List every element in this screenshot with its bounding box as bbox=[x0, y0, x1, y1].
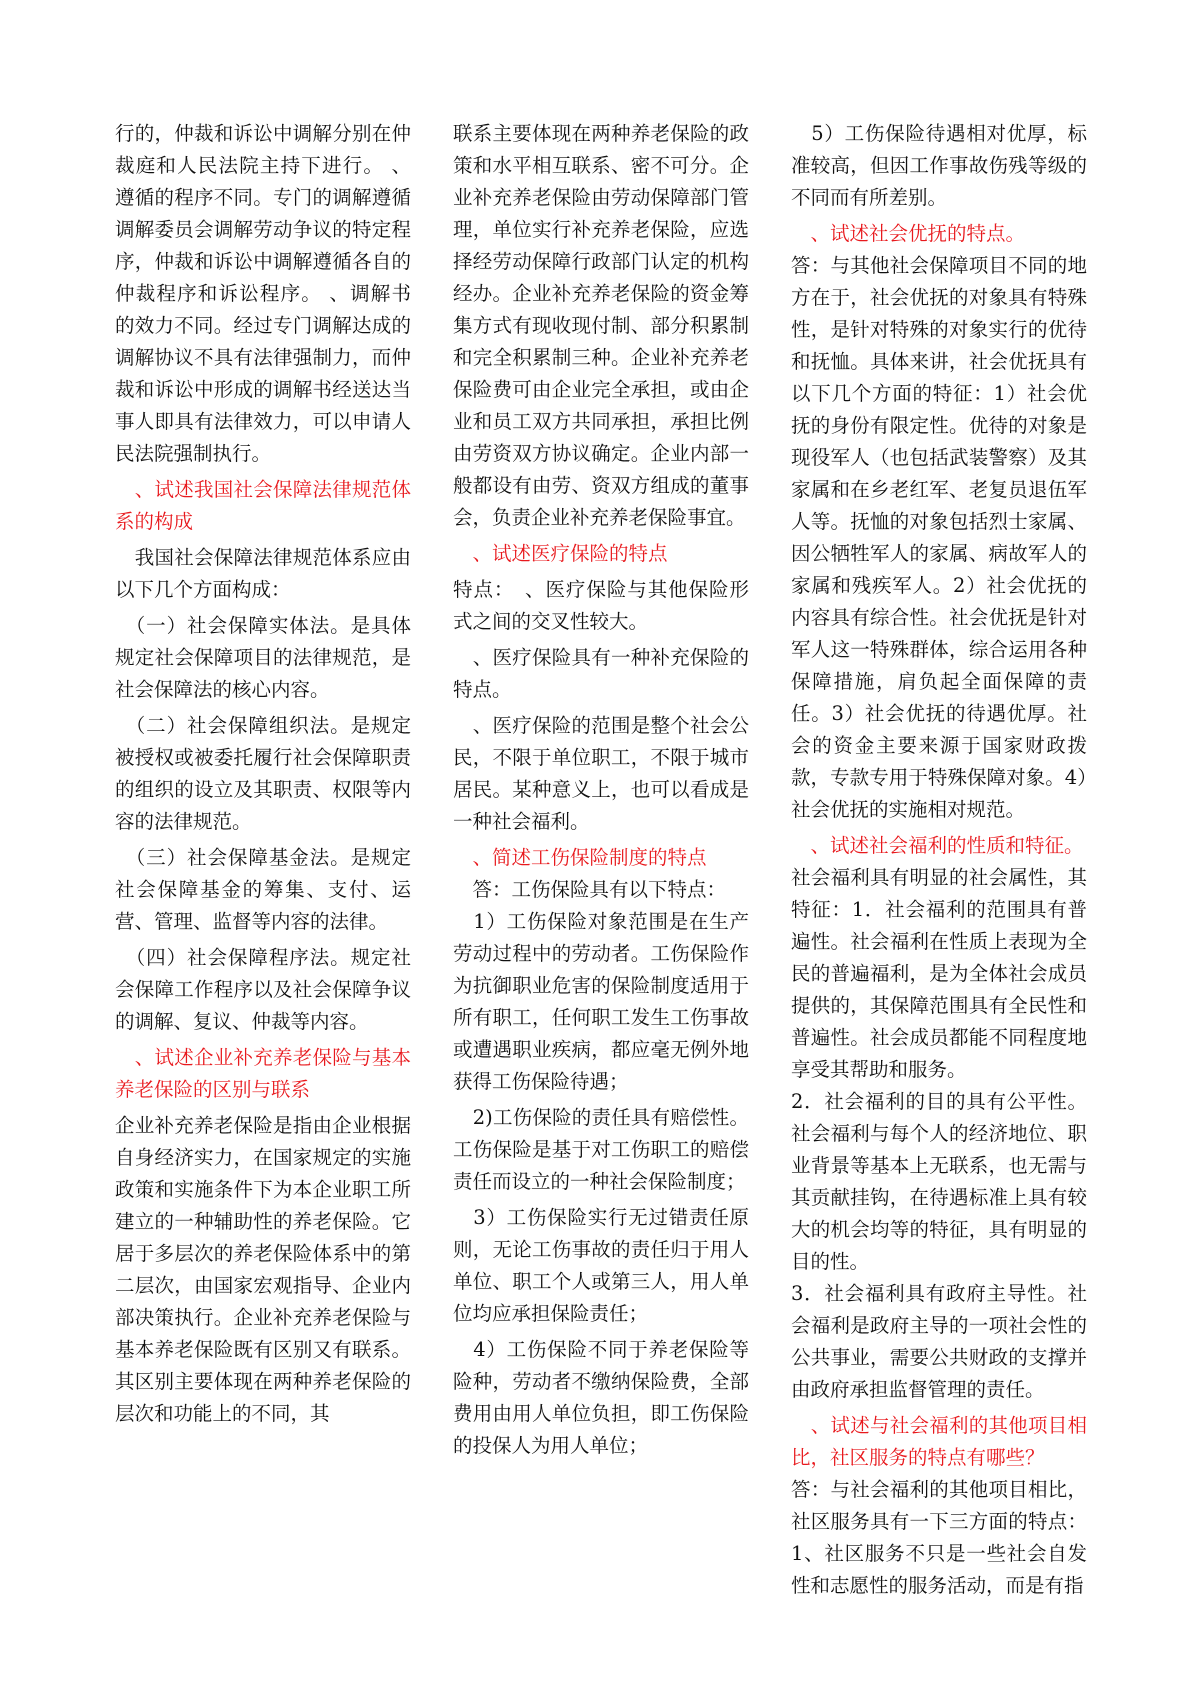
text-column-3 bbox=[791, 118, 1087, 1602]
section-heading: 、简述工伤保险制度的特点 bbox=[453, 846, 707, 869]
paragraph: （二）社会保障组织法。是规定被授权或被委托履行社会保障职责的组织的设立及其职责、权限等内容的法律规范。 bbox=[115, 714, 411, 833]
text-column-1 bbox=[115, 118, 411, 1430]
paragraph: 答：工伤保险具有以下特点： bbox=[453, 878, 727, 901]
paragraph: 、医疗保险具有一种补充保险的特点。 bbox=[453, 646, 749, 701]
paragraph: 4）工伤保险不同于养老保险等险种，劳动者不缴纳保险费，全部费用由用人单位负担，即工伤保险的投保人为用人单位； bbox=[453, 1338, 749, 1457]
paragraph: （一）社会保障实体法。是具体规定社会保障项目的法律规范，是社会保障法的核心内容。 bbox=[115, 614, 411, 701]
paragraph: 2．社会福利的目的具有公平性。社会福利与每个人的经济地位、职业背景等基本上无联系，也无需与其贡献挂钩，在待遇标准上具有较大的机会均等的特征，具有明显的目的性。 bbox=[791, 1090, 1087, 1273]
section-heading: 、试述与社会福利的其他项目相比，社区服务的特点有哪些？ bbox=[791, 1414, 1087, 1469]
paragraph: 3．社会福利具有政府主导性。社会福利是政府主导的一项社会性的公共事业，需要公共财政的支撑并由政府承担监督管理的责任。 bbox=[791, 1282, 1087, 1401]
paragraph: 特点： 、医疗保险与其他保险形式之间的交叉性较大。 bbox=[453, 578, 749, 633]
section-heading: 、试述我国社会保障法律规范体系的构成 bbox=[115, 478, 411, 533]
paragraph: 行的，仲裁和诉讼中调解分别在仲裁庭和人民法院主持下进行。 、遵循的程序不同。专门的调解遵循调解委员会调解劳动争议的特定程序，仲裁和诉讼中调解遵循各自的仲裁程序和诉讼程序。 、调解书的效力不同。经过专门调解达成的调解协议不具有法律强制力，而仲裁和诉讼中形成的调解书经送达当事人即具有法律效力，可以申请人民法院强制执行。 bbox=[115, 122, 411, 465]
paragraph: 答：与社会福利的其他项目相比，社区服务具有一下三方面的特点：1、社区服务不只是一些社会自发性和志愿性的服务活动，而是有指 bbox=[791, 1478, 1087, 1597]
paragraph: 企业补充养老保险是指由企业根据自身经济实力，在国家规定的实施政策和实施条件下为本企业职工所建立的一种辅助性的养老保险。它居于多层次的养老保险体系中的第二层次，由国家宏观指导、企业内部决策执行。企业补充养老保险与基本养老保险既有区别又有联系。其区别主要体现在两种养老保险的层次和功能上的不同，其 bbox=[115, 1114, 411, 1425]
paragraph: 3）工伤保险实行无过错责任原则，无论工伤事故的责任归于用人单位、职工个人或第三人，用人单位均应承担保险责任； bbox=[453, 1206, 749, 1325]
section-heading: 、试述企业补充养老保险与基本养老保险的区别与联系 bbox=[115, 1046, 411, 1101]
section-heading: 、试述社会优抚的特点。 bbox=[791, 222, 1026, 245]
paragraph: 5）工伤保险待遇相对优厚，标准较高，但因工作事故伤残等级的不同而有所差别。 bbox=[791, 122, 1087, 209]
text-column-2 bbox=[453, 118, 749, 1462]
section-heading: 、试述医疗保险的特点 bbox=[453, 542, 668, 565]
paragraph: 我国社会保障法律规范体系应由以下几个方面构成： bbox=[115, 546, 411, 601]
paragraph: 联系主要体现在两种养老保险的政策和水平相互联系、密不可分。企业补充养老保险由劳动保障部门管理，单位实行补充养老保险，应选择经劳动保障行政部门认定的机构经办。企业补充养老保险的资金筹集方式有现收现付制、部分积累制和完全积累制三种。企业补充养老保险费可由企业完全承担，或由企业和员工双方共同承担，承担比例由劳资双方协议确定。企业内部一般都设有由劳、资双方组成的董事会，负责企业补充养老保险事宜。 bbox=[453, 122, 749, 529]
section-heading: 、试述社会福利的性质和特征。 bbox=[791, 834, 1084, 857]
paragraph: 1）工伤保险对象范围是在生产劳动过程中的劳动者。工伤保险作为抗御职业危害的保险制度适用于所有职工，任何职工发生工伤事故或遭遇职业疾病，都应毫无例外地获得工伤保险待遇； bbox=[453, 910, 749, 1093]
paragraph: 社会福利具有明显的社会属性，其特征：1．社会福利的范围具有普遍性。社会福利在性质上表现为全民的普遍福利，是为全体社会成员提供的，其保障范围具有全民性和普遍性。社会成员都能不同程度地享受其帮助和服务。 bbox=[791, 866, 1087, 1081]
paragraph: 2)工伤保险的责任具有赔偿性。工伤保险是基于对工伤职工的赔偿责任而设立的一种社会保险制度； bbox=[453, 1106, 749, 1193]
paragraph: （三）社会保障基金法。是规定社会保障基金的筹集、支付、运营、管理、监督等内容的法律。 bbox=[115, 846, 411, 933]
paragraph: （四）社会保障程序法。规定社会保障工作程序以及社会保障争议的调解、复议、仲裁等内容。 bbox=[115, 946, 411, 1033]
paragraph: 、医疗保险的范围是整个社会公民，不限于单位职工，不限于城市居民。某种意义上，也可以看成是一种社会福利。 bbox=[453, 714, 749, 833]
paragraph: 答：与其他社会保障项目不同的地方在于，社会优抚的对象具有特殊性，是针对特殊的对象实行的优待和抚恤。具体来讲，社会优抚具有以下几个方面的特征：1）社会优抚的身份有限定性。优待的对象是现役军人（也包括武装警察）及其家属和在乡老红军、老复员退伍军人等。抚恤的对象包括烈士家属、因公牺牲军人的家属、病故军人的家属和残疾军人。2）社会优抚的内容具有综合性。社会优抚是针对军人这一特殊群体，综合运用各种保障措施，肩负起全面保障的责任。3）社会优抚的待遇优厚。社会的资金主要来源于国家财政拨款，专款专用于特殊保障对象。4）社会优抚的实施相对规范。 bbox=[791, 254, 1087, 821]
